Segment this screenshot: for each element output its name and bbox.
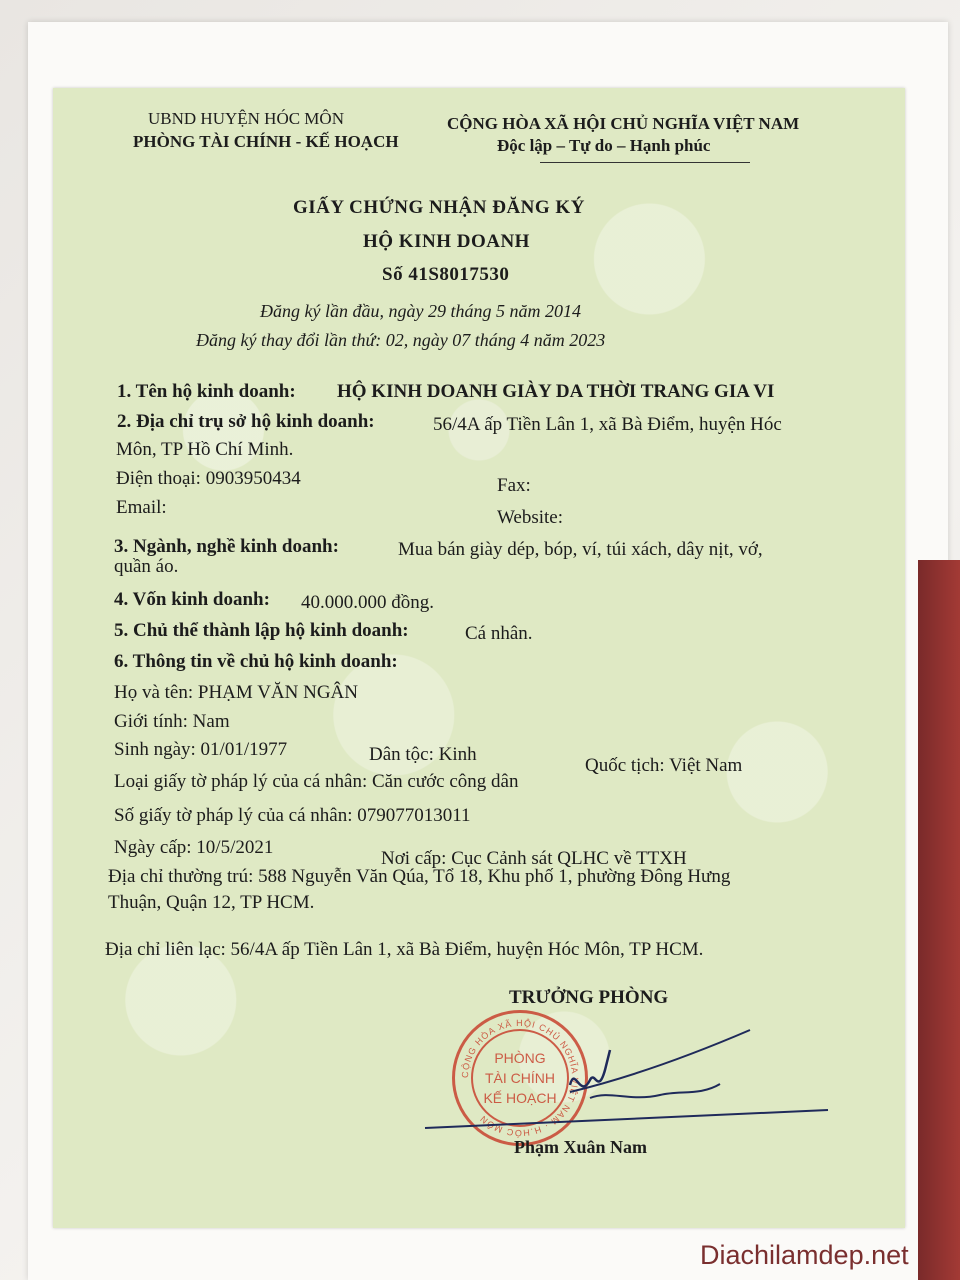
header-right-line1: CỘNG HÒA XÃ HỘI CHỦ NGHĨA VIỆT NAM <box>447 114 800 133</box>
s2-value-line2: Môn, TP Hồ Chí Minh. <box>116 439 294 460</box>
signature-role: TRƯỞNG PHÒNG <box>509 987 669 1008</box>
owner-issue-date: Ngày cấp: 10/5/2021 <box>114 837 274 858</box>
first-registration: Đăng ký lần đầu, ngày 29 tháng 5 năm 2014 <box>260 301 581 321</box>
svg-text:CỘNG HÒA XÃ HỘI CHỦ NGHĨA VIỆT: CỘNG HÒA XÃ HỘI CHỦ NGHĨA VIỆT NAM · H.HÓC MÔN <box>459 1017 581 1139</box>
header-underline <box>540 162 750 163</box>
header-left-line1: UBND HUYỆN HÓC MÔN <box>148 109 344 128</box>
owner-nationality: Quốc tịch: Việt Nam <box>585 755 743 776</box>
header-right-line2: Độc lập – Tự do – Hạnh phúc <box>497 136 711 155</box>
owner-name: Họ và tên: PHẠM VĂN NGÂN <box>114 682 359 703</box>
change-registration: Đăng ký thay đổi lần thứ: 02, ngày 07 tháng 4 năm 2023 <box>196 330 606 350</box>
owner-contact-address: Địa chỉ liên lạc: 56/4A ấp Tiền Lân 1, xã Bà Điểm, huyện Hóc Môn, TP HCM. <box>105 939 704 960</box>
s4-label: 4. Vốn kinh doanh: <box>114 589 270 610</box>
certificate-number: Số 41S8017530 <box>382 264 510 285</box>
signer-name: Phạm Xuân Nam <box>514 1137 648 1157</box>
owner-id-type: Loại giấy tờ pháp lý của cá nhân: Căn cước công dân <box>114 771 519 792</box>
stamp-line3: KẾ HOẠCH <box>483 1090 557 1106</box>
s2-value-line1: 56/4A ấp Tiền Lân 1, xã Bà Điểm, huyện Hóc <box>433 414 782 435</box>
s1-label: 1. Tên hộ kinh doanh: <box>117 381 296 402</box>
title-line2: HỘ KINH DOANH <box>363 231 530 252</box>
owner-permanent-address-line2: Thuận, Quận 12, TP HCM. <box>108 892 315 913</box>
owner-id-number: Số giấy tờ pháp lý của cá nhân: 079077013011 <box>114 805 471 826</box>
owner-permanent-address-line1: Địa chỉ thường trú: 588 Nguyễn Văn Qúa, Tổ 18, Khu phố 1, phường Đông Hưng <box>108 866 731 887</box>
owner-gender: Giới tính: Nam <box>114 711 230 732</box>
owner-issue-place: Nơi cấp: Cục Cảnh sát QLHC về TTXH <box>381 848 687 869</box>
stamp-line2: TÀI CHÍNH <box>485 1070 555 1086</box>
email: Email: <box>116 497 167 518</box>
s5-value: Cá nhân. <box>465 623 533 644</box>
phone: Điện thoại: 0903950434 <box>116 468 301 489</box>
handwritten-signature <box>420 1010 840 1140</box>
stamp-line1: PHÒNG <box>494 1050 546 1066</box>
s5-label: 5. Chủ thể thành lập hộ kinh doanh: <box>114 620 409 641</box>
owner-ethnicity: Dân tộc: Kinh <box>369 744 477 765</box>
s3-value-line1: Mua bán giày dép, bóp, ví, túi xách, dây nịt, vớ, <box>398 539 763 560</box>
s4-value: 40.000.000 đồng. <box>301 592 434 613</box>
s3-label: 3. Ngành, nghề kinh doanh: <box>114 536 339 557</box>
owner-dob: Sinh ngày: 01/01/1977 <box>114 739 288 760</box>
s3-value-line2: quần áo. <box>114 556 179 577</box>
fax: Fax: <box>497 475 531 496</box>
title-line1: GIẤY CHỨNG NHẬN ĐĂNG KÝ <box>293 197 585 218</box>
website: Website: <box>497 507 564 528</box>
s6-label: 6. Thông tin về chủ hộ kinh doanh: <box>114 651 398 672</box>
red-cover-edge <box>918 560 960 1280</box>
s1-value: HỘ KINH DOANH GIÀY DA THỜI TRANG GIA VI <box>337 381 775 402</box>
watermark: Diachilamdep.net <box>700 1240 909 1270</box>
header-left-line2: PHÒNG TÀI CHÍNH - KẾ HOẠCH <box>133 132 399 151</box>
s2-label: 2. Địa chỉ trụ sở hộ kinh doanh: <box>117 411 375 432</box>
